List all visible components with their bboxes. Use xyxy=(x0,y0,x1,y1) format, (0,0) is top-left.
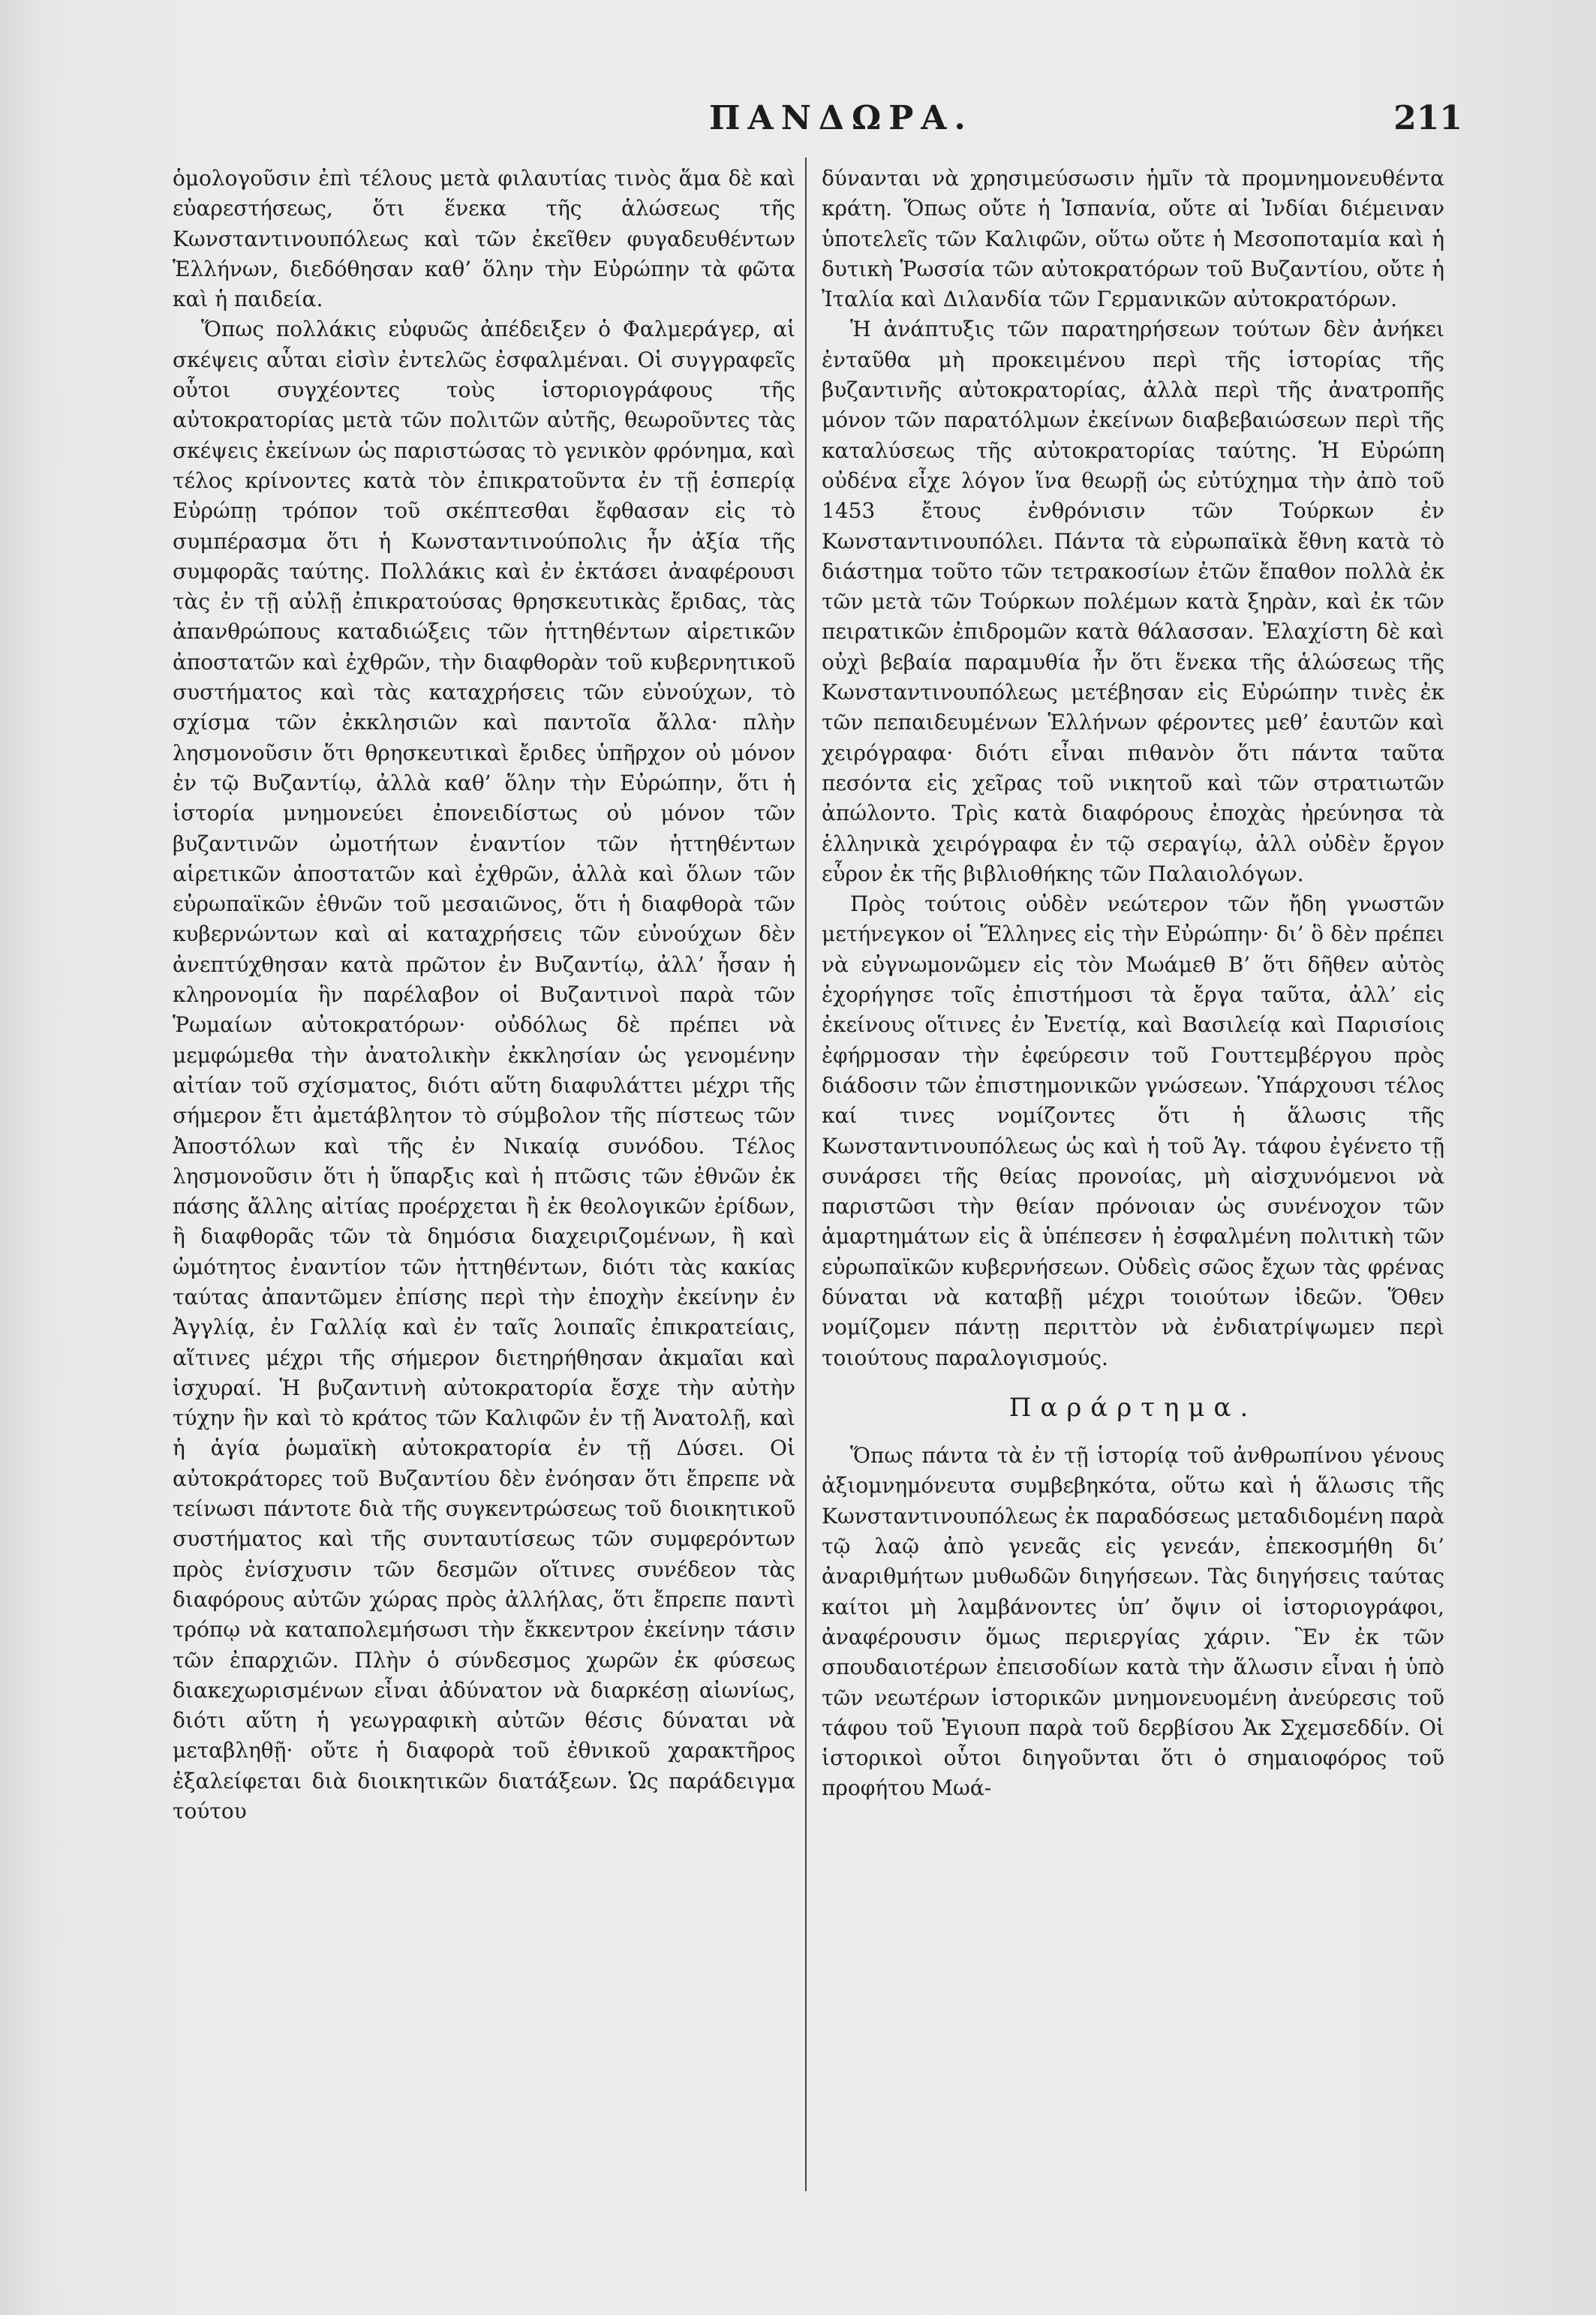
column-divider xyxy=(805,158,807,2191)
right-column xyxy=(822,164,1444,1804)
page-header xyxy=(0,99,1596,144)
left-column xyxy=(173,164,795,1826)
paragraph: δύνανται νὰ χρησιμεύσωσιν ἡμῖν τὰ προμνημονευθέντα κράτη. Ὅπως οὔτε ἡ Ἱσπανία, οὔτε αἱ Ἰνδίαι διέμειναν ὑποτελεῖς τῶν Καλιφῶν, οὕτω οὔτε ἡ Μεσοποταμία καὶ ἡ δυτικὴ Ῥωσσία τῶν αὐτοκρατόρων τοῦ Βυζαντίου, οὔτε ἡ Ἰταλία καὶ Διλανδία τῶν Γερμανικῶν αὐτοκρατόρων. xyxy=(822,166,1444,312)
paragraph: Πρὸς τούτοις οὐδὲν νεώτερον τῶν ἤδη γνωστῶν μετήνεγκον οἱ Ἕλληνες εἰς τὴν Εὐρώπην· δι’ ὃ δὲν πρέπει νὰ εὐγνωμονῶμεν εἰς τὸν Μωάμεθ Β’ ὅτι δῆθεν αὐτὸς ἐχορήγησε τοῖς ἐπιστήμοσι τὰ ἔργα ταῦτα, ἀλλ’ εἰς ἐκείνους οἵτινες ἐν Ἐνετίᾳ, καὶ Βασιλείᾳ καὶ Παρισίοις ἐφήρμοσαν τὴν ἐφεύρεσιν τοῦ Γουττεμβέργου πρὸς διάδοσιν τῶν ἐπιστημονικῶν γνώσεων. Ὑπάρχουσι τέλος καί τινες νομίζοντες ὅτι ἡ ἅλωσις τῆς Κωνσταντινουπόλεως ὡς καὶ ἡ τοῦ Ἁγ. τάφου ἐγένετο τῇ συνάρσει τῆς θείας προνοίας, μὴ αἰσχυνόμενοι νὰ παριστῶσι τὴν θείαν πρόνοιαν ὡς συνένοχον τῶν ἁμαρτημάτων εἰς ἃ ὑπέπεσεν ἡ ἐσφαλμένη πολιτικὴ τῶν εὐρωπαϊκῶν κυβερνήσεων. Οὐδεὶς σῶος ἔχων τὰς φρένας δύναται νὰ καταβῇ μέχρι τοιούτων ἰδεῶν. Ὅθεν νομίζομεν πάντῃ περιττὸν νὰ ἐνδιατρίψωμεν περὶ τοιούτους παραλογισμούς. xyxy=(822,891,1444,1370)
paragraph: ὁμολογοῦσιν ἐπὶ τέλους μετὰ φιλαυτίας τινὸς ἅμα δὲ καὶ εὐαρεστήσεως, ὅτι ἕνεκα τῆς ἁλώσεως τῆς Κωνσταντινουπόλεως καὶ τῶν ἐκεῖθεν φυγαδευθέντων Ἑλλήνων, διεδόθησαν καθ’ ὅλην τὴν Εὐρώπην τὰ φῶτα καὶ ἡ παιδεία. xyxy=(173,166,795,312)
page-number: 211 xyxy=(1393,99,1462,137)
paragraph: Ὅπως πολλάκις εὐφυῶς ἀπέδειξεν ὁ Φαλμεράγερ, αἱ σκέψεις αὗται εἰσὶν ἐντελῶς ἐσφαλμέναι. Οἱ συγγραφεῖς οὗτοι συγχέοντες τοὺς ἱστοριογράφους τῆς αὐτοκρατορίας μετὰ τῶν πολιτῶν αὐτῆς, θεωροῦντες τὰς σκέψεις ἐκείνων ὡς παριστώσας τὸ γενικὸν φρόνημα, καὶ τέλος κρίνοντες κατὰ τὸν ἐπικρατοῦντα ἐν τῇ ἑσπερίᾳ Εὐρώπῃ τρόπον τοῦ σκέπτεσθαι ἔφθασαν εἰς τὸ συμπέρασμα ὅτι ἡ Κωνσταντινούπολις ἦν ἀξία τῆς συμφορᾶς ταύτης. Πολλάκις καὶ ἐν ἐκτάσει ἀναφέρουσι τὰς ἐν τῇ αὐλῇ ἐπικρατούσας θρησκευτικὰς ἔριδας, τὰς ἀπανθρώπους καταδιώξεις τῶν ἡττηθέντων αἱρετικῶν ἀποστατῶν καὶ ἐχθρῶν, τὴν διαφθορὰν τοῦ κυβερνητικοῦ συστήματος καὶ τὰς καταχρήσεις τῶν εὐνούχων, τὸ σχίσμα τῶν ἐκκλησιῶν καὶ παντοῖα ἄλλα· πλὴν λησμονοῦσιν ὅτι θρησκευτικαὶ ἔριδες ὑπῆρχον οὐ μόνον ἐν τῷ Βυζαντίῳ, ἀλλὰ καθ’ ὅλην τὴν Εὐρώπην, ὅτι ἡ ἱστορία μνημονεύει ἐπονειδίστως οὐ μόνον τῶν βυζαντινῶν ὠμοτήτων ἐναντίον τῶν ἡττηθέντων αἱρετικῶν ἀποστατῶν καὶ ἐχθρῶν, ἀλλὰ καὶ ὅλων τῶν εὐρωπαϊκῶν ἐθνῶν τοῦ μεσαιῶνος, ὅτι ἡ διαφθορὰ τῶν κυβερνώντων καὶ αἱ καταχρήσεις τῶν εὐνούχων δὲν ἀνεπτύχθησαν κατὰ πρῶτον ἐν Βυζαντίῳ, ἀλλ’ ἦσαν ἡ κληρονομία ἣν παρέλαβον οἱ Βυζαντινοὶ παρὰ τῶν Ῥωμαίων αὐτοκρατόρων· οὐδόλως δὲ πρέπει νὰ μεμφώμεθα τὴν ἀνατολικὴν ἐκκλησίαν ὡς γενομένην αἰτίαν τοῦ σχίσματος, διότι αὕτη διαφυλάττει μέχρι τῆς σήμερον ἔτι ἀμετάβλητον τὸ σύμβολον τῆς πίστεως τῶν Ἀποστόλων καὶ τῆς ἐν Νικαίᾳ συνόδου. Τέλος λησμονοῦσιν ὅτι ἡ ὕπαρξις καὶ ἡ πτῶσις τῶν ἐθνῶν ἐκ πάσης ἄλλης αἰτίας προέρχεται ἢ ἐκ θεολογικῶν ἐρίδων, ἢ διαφθορᾶς τῶν τὰ δημόσια διαχειριζομένων, ἢ καὶ ὠμότητος ἐναντίον τῶν ἡττηθέντων, διότι τὰς κακίας ταύτας ἀπαντῶμεν ἐπίσης περὶ τὴν ἐποχὴν ἐκείνην ἐν Ἀγγλίᾳ, ἐν Γαλλίᾳ καὶ ἐν ταῖς λοιπαῖς ἐπικρατείαις, αἵτινες μέχρι τῆς σήμερον διετηρήθησαν ἀκμαῖαι καὶ ἰσχυραί. Ἡ βυζαντινὴ αὐτοκρατορία ἔσχε τὴν αὐτὴν τύχην ἣν καὶ τὸ κράτος τῶν Καλιφῶν ἐν τῇ Ἀνατολῇ, καὶ ἡ ἁγία ῥωμαϊκὴ αὐτοκρατορία ἐν τῇ Δύσει. Οἱ αὐτοκράτορες τοῦ Βυζαντίου δὲν ἐνόησαν ὅτι ἔπρεπε νὰ τείνωσι πάντοτε διὰ τῆς συγκεντρώσεως τοῦ διοικητικοῦ συστήματος καὶ τῆς συνταυτίσεως τῶν συμφερόντων πρὸς ἐνίσχυσιν τῶν δεσμῶν οἵτινες συνέδεον τὰς διαφόρους αὐτῶν χώρας πρὸς ἀλλήλας, ὅτι ἔπρεπε παντὶ τρόπῳ νὰ καταπολεμήσωσι τὴν ἔκκεντρον ἐκείνην τάσιν τῶν ἐπαρχιῶν. Πλὴν ὁ σύνδεσμος χωρῶν ἐκ φύσεως διακεχωρισμένων εἶναι ἀδύνατον νὰ διαρκέσῃ αἰωνίως, διότι αὕτη ἡ γεωγραφικὴ αὐτῶν θέσις δύναται νὰ μεταβληθῇ· οὔτε ἡ διαφορὰ τοῦ ἐθνικοῦ χαρακτῆρος ἐξαλείφεται διὰ διοικητικῶν διατάξεων. Ὡς παράδειγμα τούτου xyxy=(173,317,795,1824)
paragraph: Ὅπως πάντα τὰ ἐν τῇ ἱστορίᾳ τοῦ ἀνθρωπίνου γένους ἀξιομνημόνευτα συμβεβηκότα, οὕτω καὶ ἡ ἅλωσις τῆς Κωνσταντινουπόλεως ἐκ παραδόσεως μεταδιδομένη παρὰ τῷ λαῷ ἀπὸ γενεᾶς εἰς γενεάν, ἐπεκοσμήθη δι’ ἀναριθμήτων μυθωδῶν διηγήσεων. Τὰς διηγήσεις ταύτας καίτοι μὴ λαμβάνοντες ὑπ’ ὄψιν οἱ ἱστοριογράφοι, ἀναφέρουσιν ὅμως περιεργίας χάριν. Ἓν ἐκ τῶν σπουδαιοτέρων ἐπεισοδίων κατὰ τὴν ἅλωσιν εἶναι ἡ ὑπὸ τῶν νεωτέρων ἱστορικῶν μνημονευομένη ἀνεύρεσις τοῦ τάφου τοῦ Ἐγιουπ παρὰ τοῦ δερβίσου Ἀκ Σχεμσεδδίν. Οἱ ἱστορικοὶ οὗτοι διηγοῦνται ὅτι ὁ σημαιοφόρος τοῦ προφήτου Μωά- xyxy=(822,1443,1444,1801)
section-title: Παράρτημα. xyxy=(1008,1392,1258,1423)
running-title: ΠΑΝΔΩΡΑ. xyxy=(709,99,973,137)
paragraph: Ἡ ἀνάπτυξις τῶν παρατηρήσεων τούτων δὲν ἀνήκει ἐνταῦθα μὴ προκειμένου περὶ τῆς ἱστορίας τῆς βυζαντινῆς αὐτοκρατορίας, ἀλλὰ περὶ τῆς ἀνατροπῆς μόνον τῶν παρατόλμων ἐκείνων διαβεβαιώσεων περὶ τῆς καταλύσεως τῆς αὐτοκρατορίας ταύτης. Ἡ Εὐρώπη οὐδένα εἶχε λόγον ἵνα θεωρῇ ὡς εὐτύχημα τὴν ἀπὸ τοῦ 1453 ἔτους ἐνθρόνισιν τῶν Τούρκων ἐν Κωνσταντινουπόλει. Πάντα τὰ εὐρωπαϊκὰ ἔθνη κατὰ τὸ διάστημα τοῦτο τῶν τετρακοσίων ἐτῶν ἔπαθον πολλὰ ἐκ τῶν μετὰ τῶν Τούρκων πολέμων κατὰ ξηρὰν, καὶ ἐκ τῶν πειρατικῶν ἐπιδρομῶν κατὰ θάλασσαν. Ἐλαχίστη δὲ καὶ οὐχὶ βεβαία παραμυθία ἦν ὅτι ἕνεκα τῆς ἁλώσεως τῆς Κωνσταντινουπόλεως μετέβησαν εἰς Εὐρώπην τινὲς ἐκ τῶν πεπαιδευμένων Ἑλλήνων φέροντες μεθ’ ἑαυτῶν καὶ χειρόγραφα· διότι εἶναι πιθανὸν ὅτι πάντα ταῦτα πεσόντα εἰς χεῖρας τοῦ νικητοῦ καὶ τῶν στρατιωτῶν ἀπώλοντο. Τρὶς κατὰ διαφόρους ἐποχὰς ἠρεύνησα τὰ ἑλληνικὰ χειρόγραφα ἐν τῷ σεραγίῳ, ἀλλ οὐδὲν ἔργον εὗρον ἐκ τῆς βιβλιοθήκης τῶν Παλαιολόγων. xyxy=(822,317,1444,886)
